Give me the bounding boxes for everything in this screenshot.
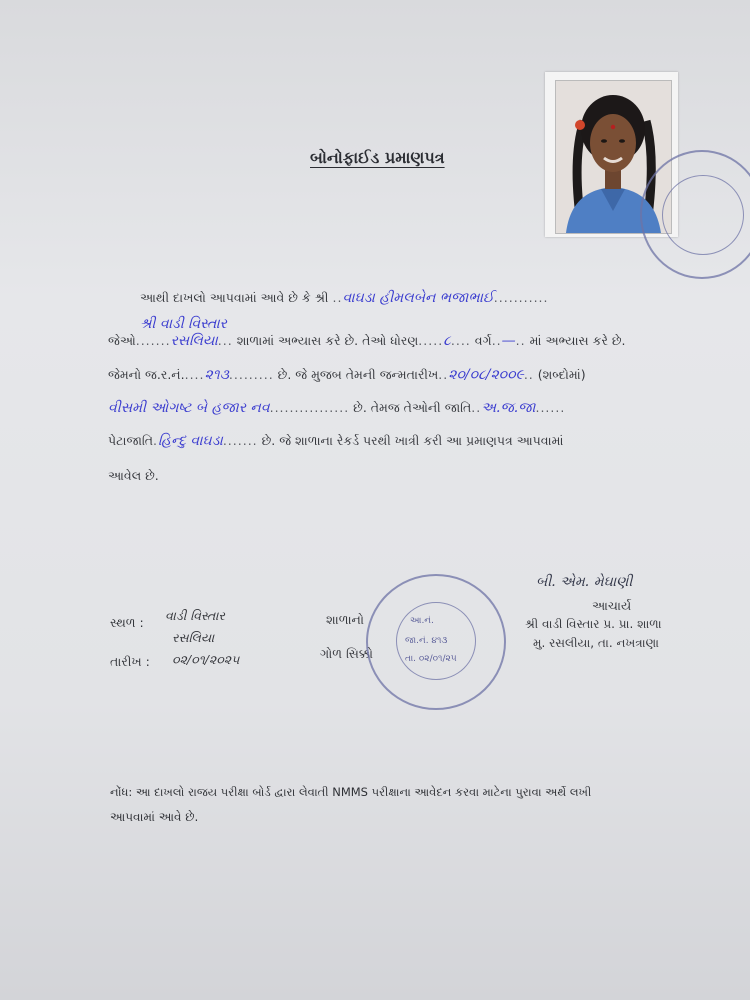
line-5: પેટાજાતિ.હિન્દુ વાઘડા....... છે. જે શાળાના રેકર્ડ પરથી ખાત્રી કરી આ પ્રમાણપત્ર આપવામાં <box>108 433 564 449</box>
principal-title: આચાર્ય <box>592 598 632 613</box>
line-4-middle: છે. તેમજ તેઓની જાતિ <box>353 400 472 415</box>
line-5-suffix: છે. જે શાળાના રેકર્ડ પરથી ખાત્રી કરી આ પ્રમાણપત્ર આપવામાં <box>261 433 564 448</box>
line-1: આથી દાખલો આપવામાં આવે છે કે શ્રી ..વાઘડા હીમલબેન ભજાભાઈ........... <box>140 290 549 306</box>
school-name-handwritten: શ્રી વાડી વિસ્તાર <box>140 316 227 332</box>
line-3-suffix: (શબ્દોમાં) <box>537 367 586 382</box>
class-label: વર્ગ <box>474 333 492 348</box>
seal-label-2: ગોળ સિક્કો <box>320 646 374 661</box>
standard-value: ૮ <box>443 333 451 349</box>
line-2-middle: શાળામાં અભ્યાસ કરે છે. તેઓ ધોરણ <box>236 333 419 348</box>
line-6: આવેલ છે. <box>108 468 159 483</box>
student-name: વાઘડા હીમલબેન ભજાભાઈ <box>342 290 494 306</box>
line-2-suffix: માં અભ્યાસ કરે છે. <box>529 333 626 348</box>
line-1-prefix: આથી દાખલો આપવામાં આવે છે કે શ્રી <box>140 290 329 305</box>
birth-date: ૨૦/૦૮/૨૦૦૯ <box>448 367 524 383</box>
place-value-1: વાડી વિસ્તાર <box>165 608 225 623</box>
line-4: વીસમી ઓગષ્ટ બે હજાર નવ................ છે. તેમજ તેઓની જાતિ..અ.જ.જા...... <box>108 400 566 416</box>
seal-inner-2: જા.નં. ૪૧૩ <box>405 636 448 646</box>
line-3-middle: છે. જે મુજબ તેમની જન્મતારીખ <box>277 367 439 382</box>
class-value: — <box>501 333 516 349</box>
line-5-prefix: પેટાજાતિ <box>108 433 154 448</box>
principal-address: મુ. રસલીયા, તા. નખત્રાણા <box>533 636 659 650</box>
line-3-prefix: જેમનો જ.ર.નં. <box>108 367 185 382</box>
principal-school: શ્રી વાડી વિસ્તાર પ્ર. પ્રા. શાળા <box>525 617 662 631</box>
school-stamp-top-right-inner <box>662 175 744 255</box>
place-label: સ્થળ : <box>110 615 144 630</box>
gr-number: ૨૧૩ <box>204 367 229 383</box>
principal-signature: બી. એમ. મેઘાણી <box>536 574 633 590</box>
note-line-2: આપવામાં આવે છે. <box>110 810 199 824</box>
seal-inner-3: તા. ૦૨/૦૧/૨૫ <box>405 654 457 664</box>
village-name: રસલિયા <box>170 333 218 349</box>
date-label: તારીખ : <box>110 654 150 669</box>
line-3: જેમનો જ.ર.નં.....૨૧૩......... છે. જે મુજબ તેમની જન્મતારીખ..૨૦/૦૮/૨૦૦૯.. (શબ્દોમાં) <box>108 367 586 383</box>
seal-inner-1: આ.નં. <box>410 616 434 626</box>
line-2: જેઓ.......રસલિયા... શાળામાં અભ્યાસ કરે છે. તેઓ ધોરણ.....૮.... વર્ગ..—.. માં અભ્યાસ કરે છે. <box>108 333 626 349</box>
line-2-prefix: જેઓ <box>108 333 136 348</box>
seal-label-1: શાળાનો <box>326 612 364 627</box>
caste-value: અ.જ.જા <box>481 400 536 416</box>
note-line-1: નોંધ: આ દાખલો રાજય પરીક્ષા બોર્ડ દ્વારા લેવાતી NMMS પરીક્ષાના આવેદન કરવા માટેના પુરાવા અર્થે લખી <box>110 785 592 799</box>
certificate-title: બોનોફાઈડ પ્રમાણપત્ર <box>310 148 445 167</box>
place-value-2: રસલિયા <box>172 630 215 645</box>
subcaste-value: હિન્દુ વાઘડા <box>158 433 223 449</box>
date-value: ૦૨/૦૧/૨૦૨૫ <box>172 652 240 667</box>
birth-date-words: વીસમી ઓગષ્ટ બે હજાર નવ <box>108 400 270 416</box>
